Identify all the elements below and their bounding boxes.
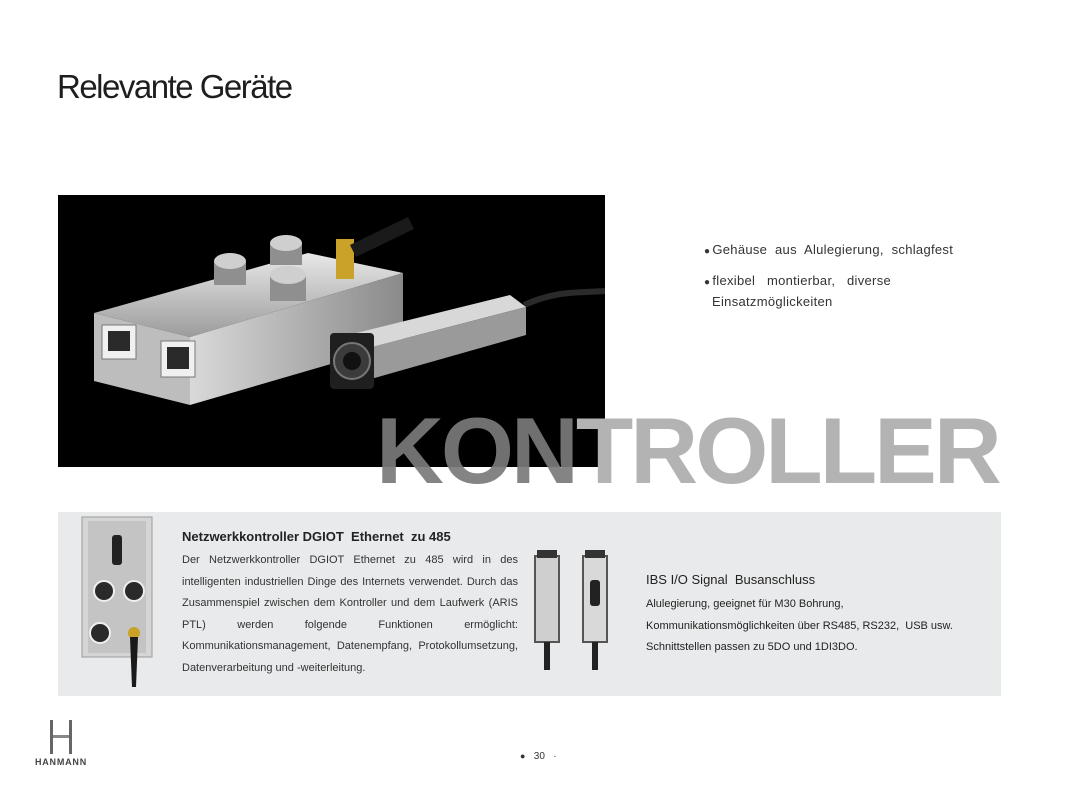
kontroller-heading bbox=[376, 396, 999, 506]
page-indicator bbox=[520, 751, 557, 762]
signal-bus-line: Alulegierung, geeignet für M30 Bohrung, bbox=[646, 598, 844, 610]
network-controller-illustration bbox=[80, 515, 155, 693]
signal-bus-connector-image bbox=[527, 550, 617, 672]
page-title: Relevante Geräte bbox=[57, 68, 292, 105]
signal-bus-line: Schnittstellen passen zu 5DO und 1DI3DO. bbox=[646, 641, 858, 653]
signal-bus-details bbox=[646, 594, 953, 659]
signal-bus-title: IBS I/O Signal Busanschluss bbox=[646, 572, 816, 587]
page-number: 30 bbox=[533, 751, 545, 762]
feature-list bbox=[704, 240, 953, 321]
network-controller-image bbox=[80, 515, 155, 693]
feature-text-continued: Einsatzmöglickeiten bbox=[712, 294, 833, 309]
page-dot-small-icon: · bbox=[553, 751, 557, 762]
hanmann-logo-text: HANMANN bbox=[34, 757, 88, 767]
feature-item bbox=[704, 271, 953, 311]
hanmann-logo-mark bbox=[28, 718, 98, 770]
kontroller-heading-part1: KON bbox=[376, 398, 576, 503]
kontroller-heading-part2: TROLLER bbox=[575, 398, 999, 503]
page-dot-icon: ● bbox=[520, 751, 526, 761]
feature-text: flexibel montierbar, diverse bbox=[712, 273, 892, 288]
network-controller-description: Der Netzwerkkontroller DGIOT Ethernet zu 485 wird in des intelligenten industriellen Dinge des Internets verwendet. Durch das Zusammenspiel zwischen dem Kontroller und dem Laufwerk (ARIS PTL) werden folgende Funktionen ermöglicht: Kommunikationsmanagement, Datenempfang, Protokollumsetzung, Datenverarbeitung und -weiterleitung. bbox=[182, 554, 518, 674]
feature-text: Gehäuse aus Alulegierung, schlagfest bbox=[712, 242, 954, 257]
signal-bus-connector-illustration bbox=[527, 550, 617, 672]
network-controller-title: Netzwerkkontroller DGIOT Ethernet zu 485 bbox=[182, 529, 451, 544]
bullet-icon: ● bbox=[704, 277, 711, 288]
bullet-icon: ● bbox=[704, 246, 711, 257]
feature-item bbox=[704, 240, 953, 261]
signal-bus-line: Kommunikationsmöglichkeiten über RS485, RS232, USB usw. bbox=[646, 619, 953, 632]
hanmann-logo bbox=[28, 718, 98, 770]
